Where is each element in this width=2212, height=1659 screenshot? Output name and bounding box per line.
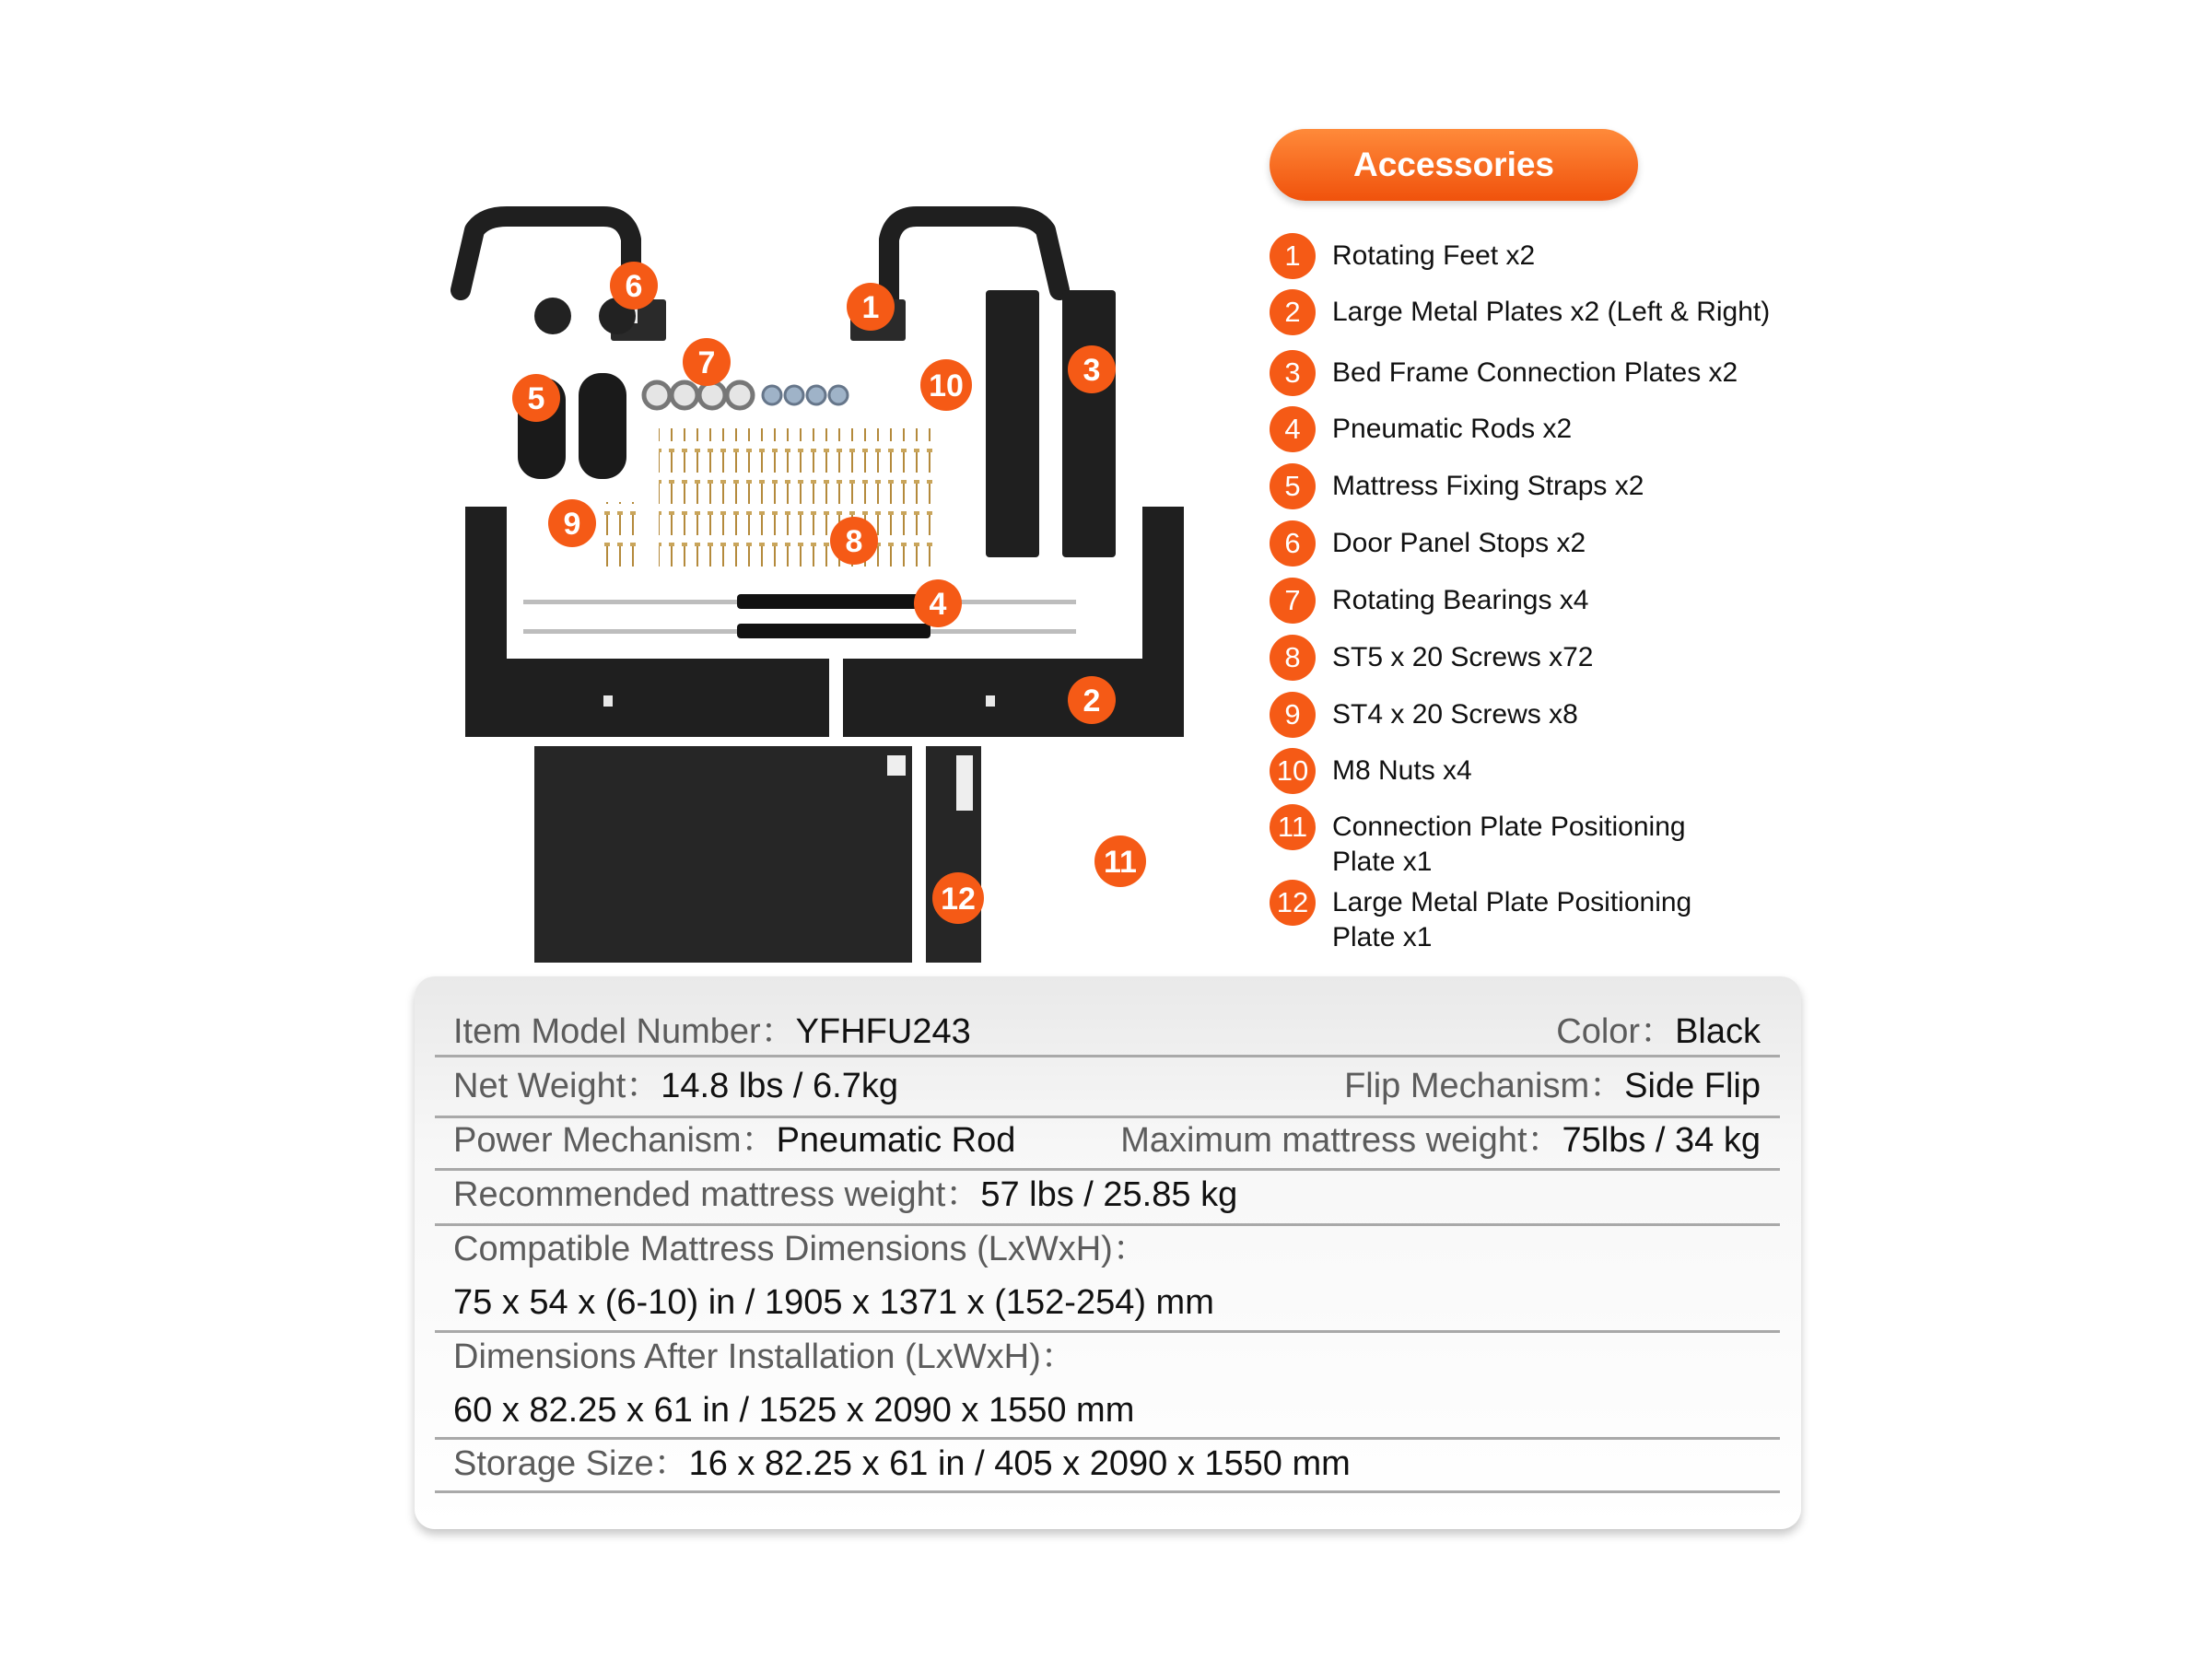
spec-label: Net Weight： (453, 1067, 661, 1105)
part-badge-7 (683, 338, 731, 386)
accessory-label: Rotating Feet x2 (1332, 240, 1536, 271)
accessory-item (1270, 804, 1728, 880)
accessory-item (1270, 880, 1728, 955)
pneumatic-rod-icon (523, 594, 1076, 638)
accessory-label: Pneumatic Rods x2 (1332, 414, 1573, 444)
spec-max-weight (1120, 1120, 1761, 1161)
divider (435, 1055, 1780, 1057)
accessory-item (1270, 635, 1830, 681)
accessory-number: 7 (1270, 578, 1316, 624)
svg-text:12: 12 (941, 882, 976, 917)
accessory-item (1270, 289, 1830, 335)
spec-flip (1344, 1066, 1761, 1106)
svg-text:10: 10 (929, 368, 964, 403)
rotating-feet-icon (461, 216, 1059, 304)
spec-storage (453, 1443, 1351, 1484)
accessory-label: Rotating Bearings x4 (1332, 585, 1589, 615)
svg-text:9: 9 (563, 507, 581, 542)
divider (435, 1223, 1780, 1226)
svg-text:7: 7 (697, 345, 716, 380)
accessory-item (1270, 520, 1830, 567)
spec-installed-label: Dimensions After Installation (LxWxH)： (453, 1338, 1076, 1376)
divider (435, 1490, 1780, 1493)
accessory-label: Large Metal Plates x2 (Left & Right) (1332, 297, 1771, 327)
accessory-label: Bed Frame Connection Plates x2 (1332, 357, 1738, 388)
accessory-number: 8 (1270, 635, 1316, 681)
accessory-label: Mattress Fixing Straps x2 (1332, 471, 1644, 501)
accessory-label: M8 Nuts x4 (1332, 755, 1472, 786)
accessory-number: 1 (1270, 233, 1316, 279)
spec-color (1556, 1011, 1761, 1052)
metal-plate-icon (986, 290, 1116, 557)
accessory-item (1270, 578, 1830, 624)
svg-text:1: 1 (861, 290, 880, 325)
part-badge-3 (1068, 345, 1116, 393)
part-badge-11 (1094, 835, 1146, 887)
accessory-number: 9 (1270, 692, 1316, 738)
accessory-number: 2 (1270, 289, 1316, 335)
spec-value: 14.8 lbs / 6.7kg (661, 1067, 899, 1105)
accessory-label: Connection Plate Positioning Plate x1 (1332, 812, 1686, 877)
divider (435, 1116, 1780, 1118)
spec-model (453, 1011, 971, 1052)
spec-value: Pneumatic Rod (776, 1121, 1016, 1160)
spec-value: 75lbs / 34 kg (1562, 1121, 1761, 1160)
spec-label: Power Mechanism： (453, 1121, 777, 1160)
spec-value: 57 lbs / 25.85 kg (980, 1175, 1238, 1214)
spec-label: Color： (1556, 1012, 1676, 1051)
spec-compatible-label: Compatible Mattress Dimensions (LxWxH)： (453, 1230, 1148, 1268)
accessory-item (1270, 692, 1830, 738)
svg-text:5: 5 (527, 381, 545, 416)
part-badge-2 (1068, 676, 1116, 724)
spec-label: Item Model Number： (453, 1012, 796, 1051)
svg-text:6: 6 (625, 269, 643, 304)
accessory-number: 12 (1270, 880, 1316, 926)
accessory-item (1270, 350, 1830, 396)
accessory-number: 4 (1270, 406, 1316, 452)
spec-recommended-weight (453, 1174, 1237, 1215)
accessory-number: 3 (1270, 350, 1316, 396)
accessory-label: Door Panel Stops x2 (1332, 528, 1586, 558)
part-badge-5 (512, 374, 560, 422)
part-badge-12 (932, 872, 984, 924)
divider (435, 1437, 1780, 1440)
accessory-item (1270, 406, 1830, 452)
spec-label: Storage Size： (453, 1444, 689, 1483)
accessory-number: 6 (1270, 520, 1316, 567)
screw-icon (599, 428, 935, 567)
spec-label: Maximum mattress weight： (1120, 1121, 1562, 1160)
accessory-number: 11 (1270, 804, 1316, 850)
accessory-label: Large Metal Plate Positioning Plate x1 (1332, 887, 1692, 952)
spec-label: Flip Mechanism： (1344, 1067, 1625, 1105)
accessory-number: 10 (1270, 748, 1316, 794)
part-badge-9 (548, 499, 596, 547)
part-badge-8 (830, 517, 878, 565)
accessory-item (1270, 463, 1830, 509)
spec-value: YFHFU243 (795, 1012, 971, 1051)
parts-illustration (433, 198, 1216, 963)
spec-weight (453, 1066, 898, 1106)
accessories-title: Accessories (1270, 129, 1638, 201)
svg-text:2: 2 (1083, 683, 1101, 719)
accessory-number: 5 (1270, 463, 1316, 509)
svg-text:3: 3 (1083, 353, 1101, 388)
spec-installed-value: 60 x 82.25 x 61 in / 1525 x 2090 x 1550 mm (453, 1391, 1135, 1430)
spec-compatible-value: 75 x 54 x (6-10) in / 1905 x 1371 x (152-254) mm (453, 1283, 1214, 1322)
spec-value: 16 x 82.25 x 61 in / 405 x 2090 x 1550 mm (688, 1444, 1351, 1483)
part-badge-1 (847, 283, 895, 331)
accessory-item (1270, 233, 1830, 279)
accessory-label: ST5 x 20 Screws x72 (1332, 642, 1594, 672)
accessory-label: ST4 x 20 Screws x8 (1332, 699, 1578, 730)
svg-text:8: 8 (845, 524, 863, 559)
spec-power (453, 1120, 1015, 1161)
part-badge-6 (610, 262, 658, 310)
spec-value: Black (1675, 1012, 1761, 1051)
spec-value: Side Flip (1624, 1067, 1761, 1105)
accessory-item (1270, 748, 1830, 794)
part-badge-10 (920, 359, 972, 411)
spec-label: Recommended mattress weight： (453, 1175, 981, 1214)
bearing-icon (644, 382, 753, 408)
svg-text:4: 4 (929, 587, 947, 622)
part-badge-4 (914, 579, 962, 627)
divider (435, 1330, 1780, 1333)
divider (435, 1168, 1780, 1171)
nut-icon (763, 386, 848, 404)
svg-text:11: 11 (1104, 845, 1137, 880)
